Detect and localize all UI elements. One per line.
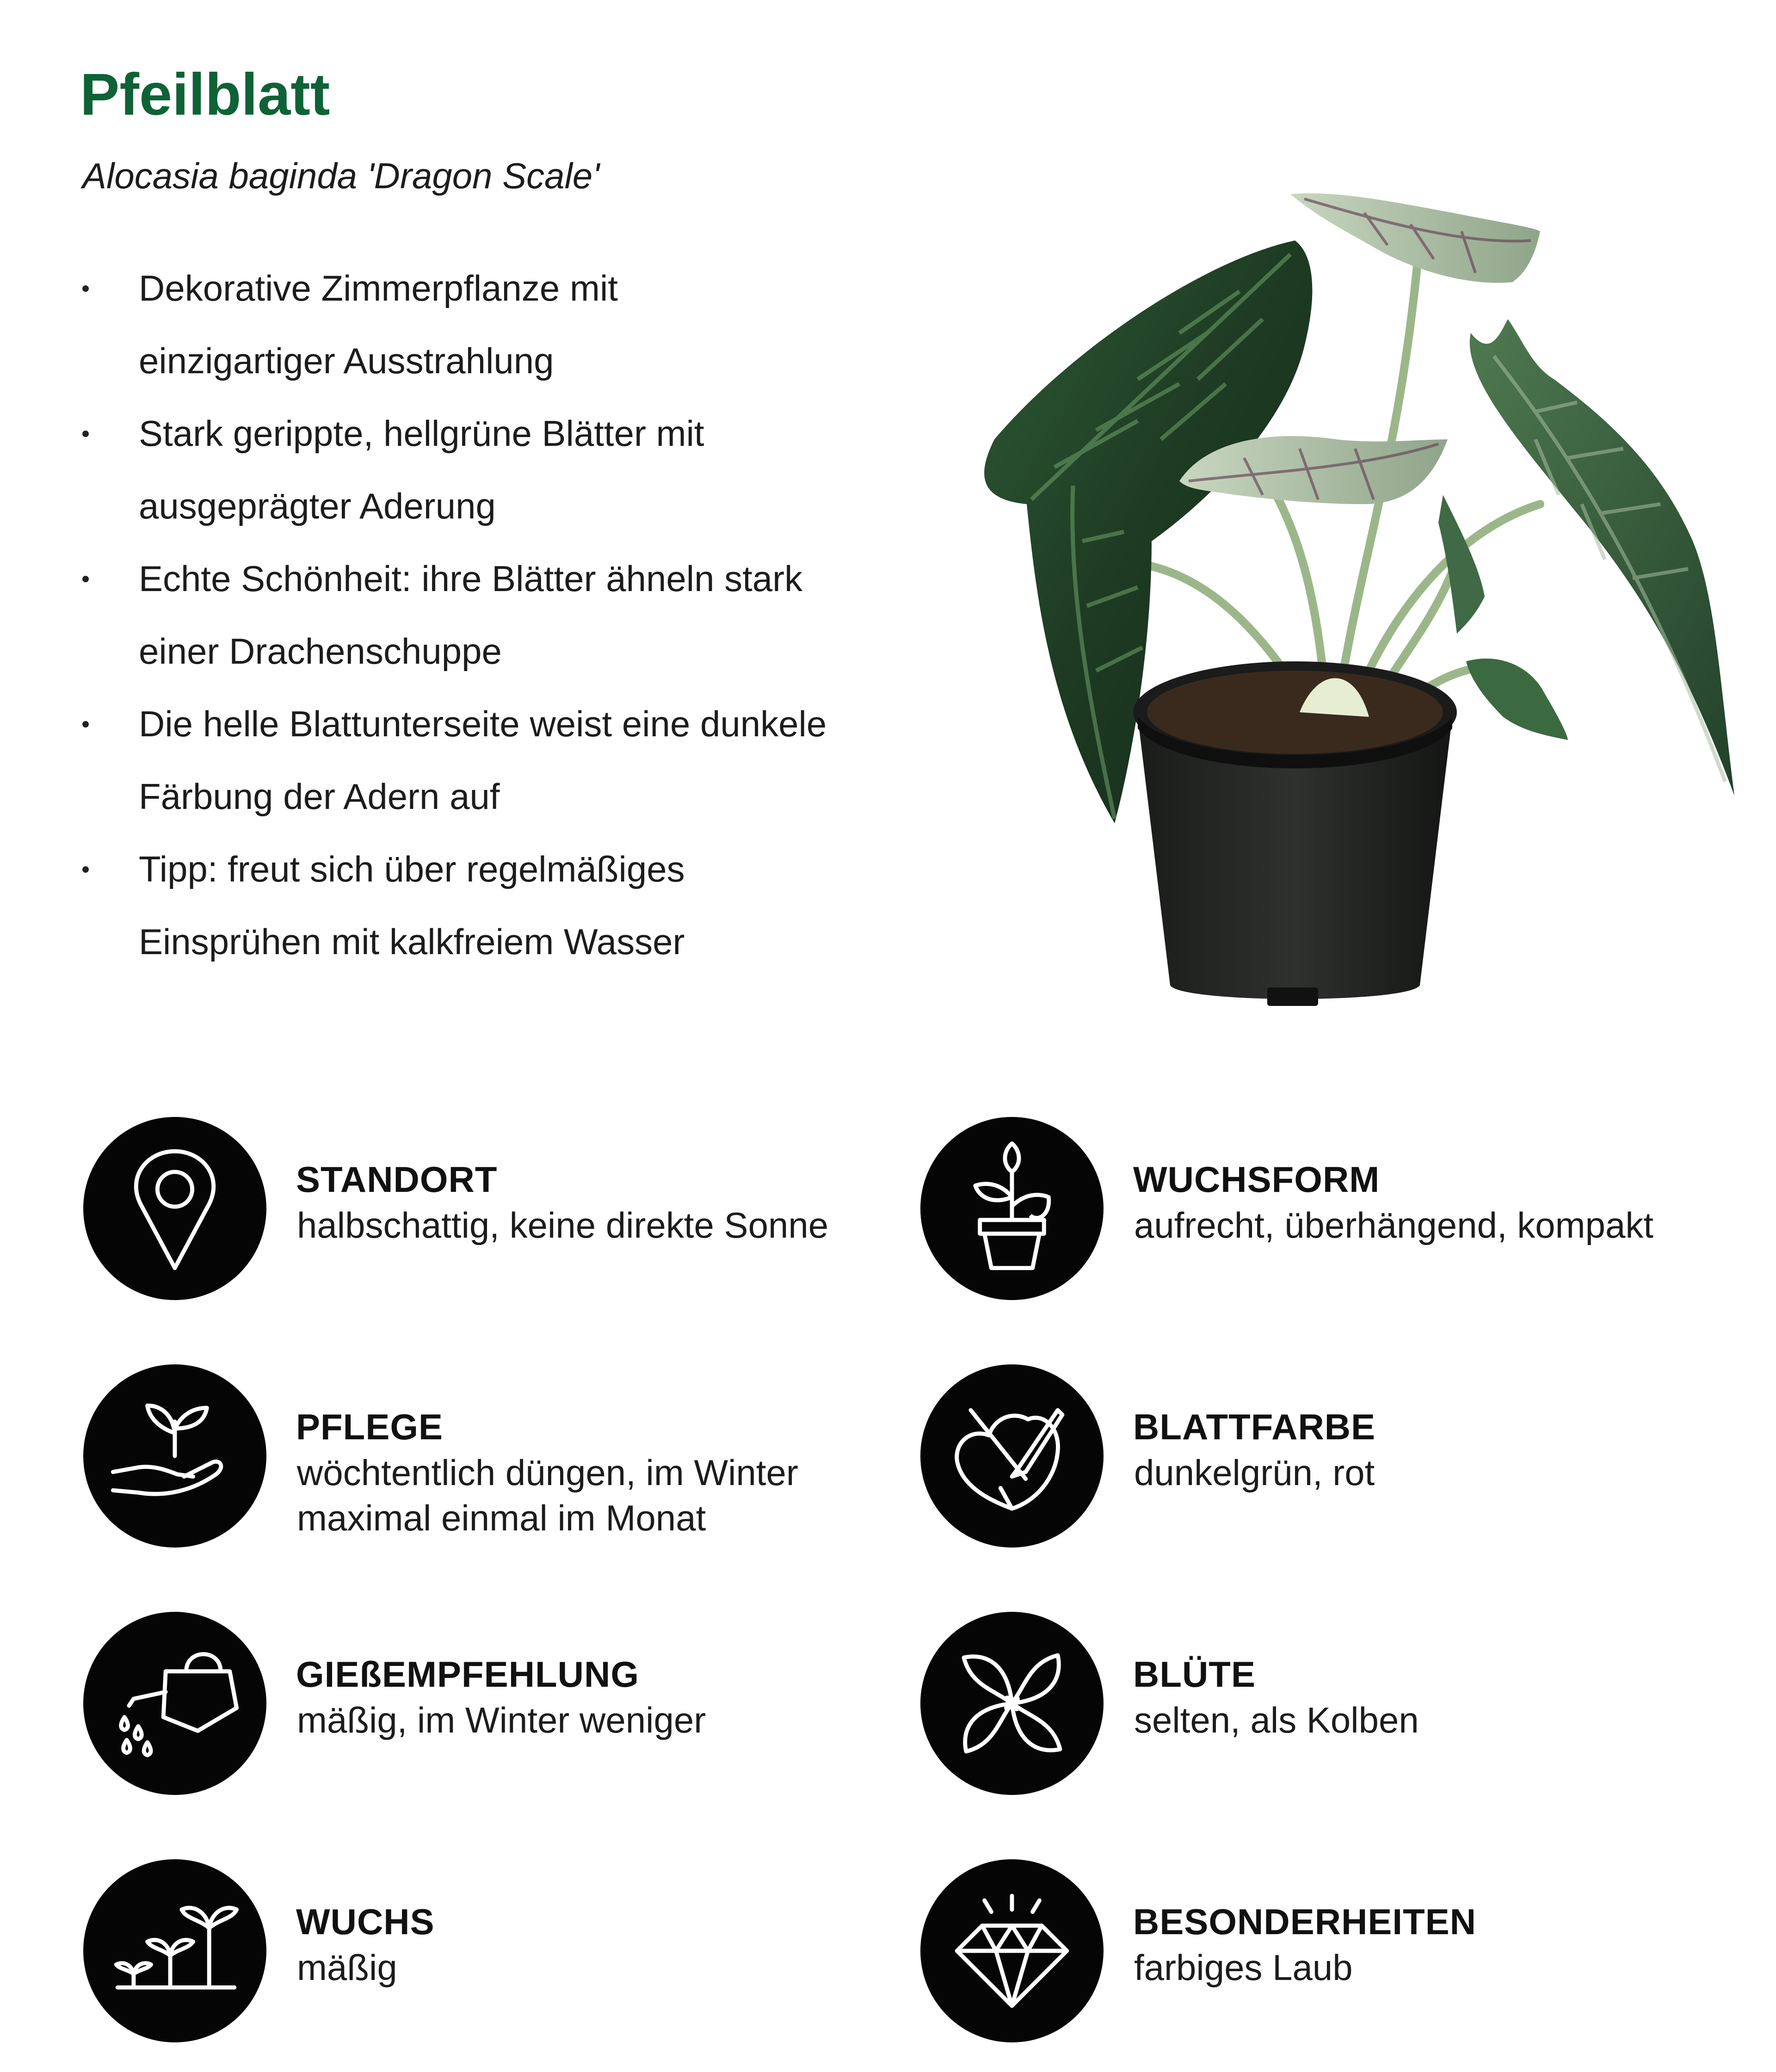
feature-label: WUCHSFORM: [1133, 1159, 1380, 1200]
feature-standort: [83, 1117, 879, 1302]
feature-value: dunkelgrün, rot: [1134, 1452, 1375, 1493]
bullet-item: Echte Schönheit: ihre Blätter ähneln stark einer Drachenschuppe: [79, 543, 930, 688]
feature-value: aufrecht, überhängend, kompakt: [1134, 1205, 1654, 1246]
plant-image: [920, 180, 1762, 1018]
feature-label: BLÜTE: [1133, 1654, 1256, 1695]
bullet-dot-icon: [82, 721, 89, 728]
page-title: Pfeilblatt: [80, 62, 330, 128]
bullet-item: Stark gerippte, hellgrüne Blätter mit ausgeprägter Aderung: [79, 397, 930, 543]
leaf-brush-icon: [920, 1364, 1104, 1548]
diamond-icon: [920, 1859, 1104, 2042]
bullet-dot-icon: [82, 576, 89, 582]
feature-giessempfehlung: [83, 1612, 879, 1797]
feature-label: STANDORT: [296, 1159, 498, 1200]
feature-wuchs: [83, 1859, 879, 2044]
bullet-dot-icon: [82, 431, 89, 437]
bullet-item: Dekorative Zimmerpflanze mit einzigartiger Ausstrahlung: [79, 252, 930, 397]
bullet-item: Tipp: freut sich über regelmäßiges Einsprühen mit kalkfreiem Wasser: [79, 833, 930, 978]
feature-label: PFLEGE: [296, 1406, 444, 1447]
feature-bullet-list: [79, 252, 930, 978]
hand-seedling-icon: [83, 1364, 266, 1548]
bullet-item: Die helle Blattunterseite weist eine dunkele Färbung der Adern auf: [79, 688, 930, 833]
feature-label: BLATTFARBE: [1133, 1406, 1376, 1447]
feature-label: GIEßEMPFEHLUNG: [296, 1654, 640, 1695]
feature-pflege: [83, 1364, 879, 1549]
feature-value: mäßig: [297, 1947, 397, 1988]
alocasia-plant-illustration: [920, 180, 1762, 1018]
feature-blattfarbe: [920, 1364, 1716, 1549]
feature-value: halbschattig, keine direkte Sonne: [297, 1205, 829, 1246]
feature-label: BESONDERHEITEN: [1133, 1901, 1477, 1942]
feature-besonderheiten: [920, 1859, 1716, 2044]
feature-value: selten, als Kolben: [1134, 1700, 1419, 1740]
botanical-name: Alocasia baginda 'Dragon Scale': [82, 155, 600, 196]
feature-label: WUCHS: [296, 1901, 435, 1942]
feature-value: wöchtentlich düngen, im Winter maximal einmal im Monat: [297, 1452, 798, 1538]
potted-plant-icon: [920, 1117, 1104, 1300]
feature-value: mäßig, im Winter weniger: [297, 1700, 706, 1740]
flower-icon: [920, 1612, 1104, 1795]
bullet-dot-icon: [82, 866, 89, 873]
feature-wuchsform: [920, 1117, 1716, 1302]
feature-bluete: [920, 1612, 1716, 1797]
location-pin-icon: [83, 1117, 266, 1300]
growing-sprouts-icon: [83, 1859, 266, 2042]
bullet-dot-icon: [82, 285, 89, 292]
feature-value: farbiges Laub: [1134, 1947, 1353, 1988]
watering-can-icon: [83, 1612, 266, 1795]
